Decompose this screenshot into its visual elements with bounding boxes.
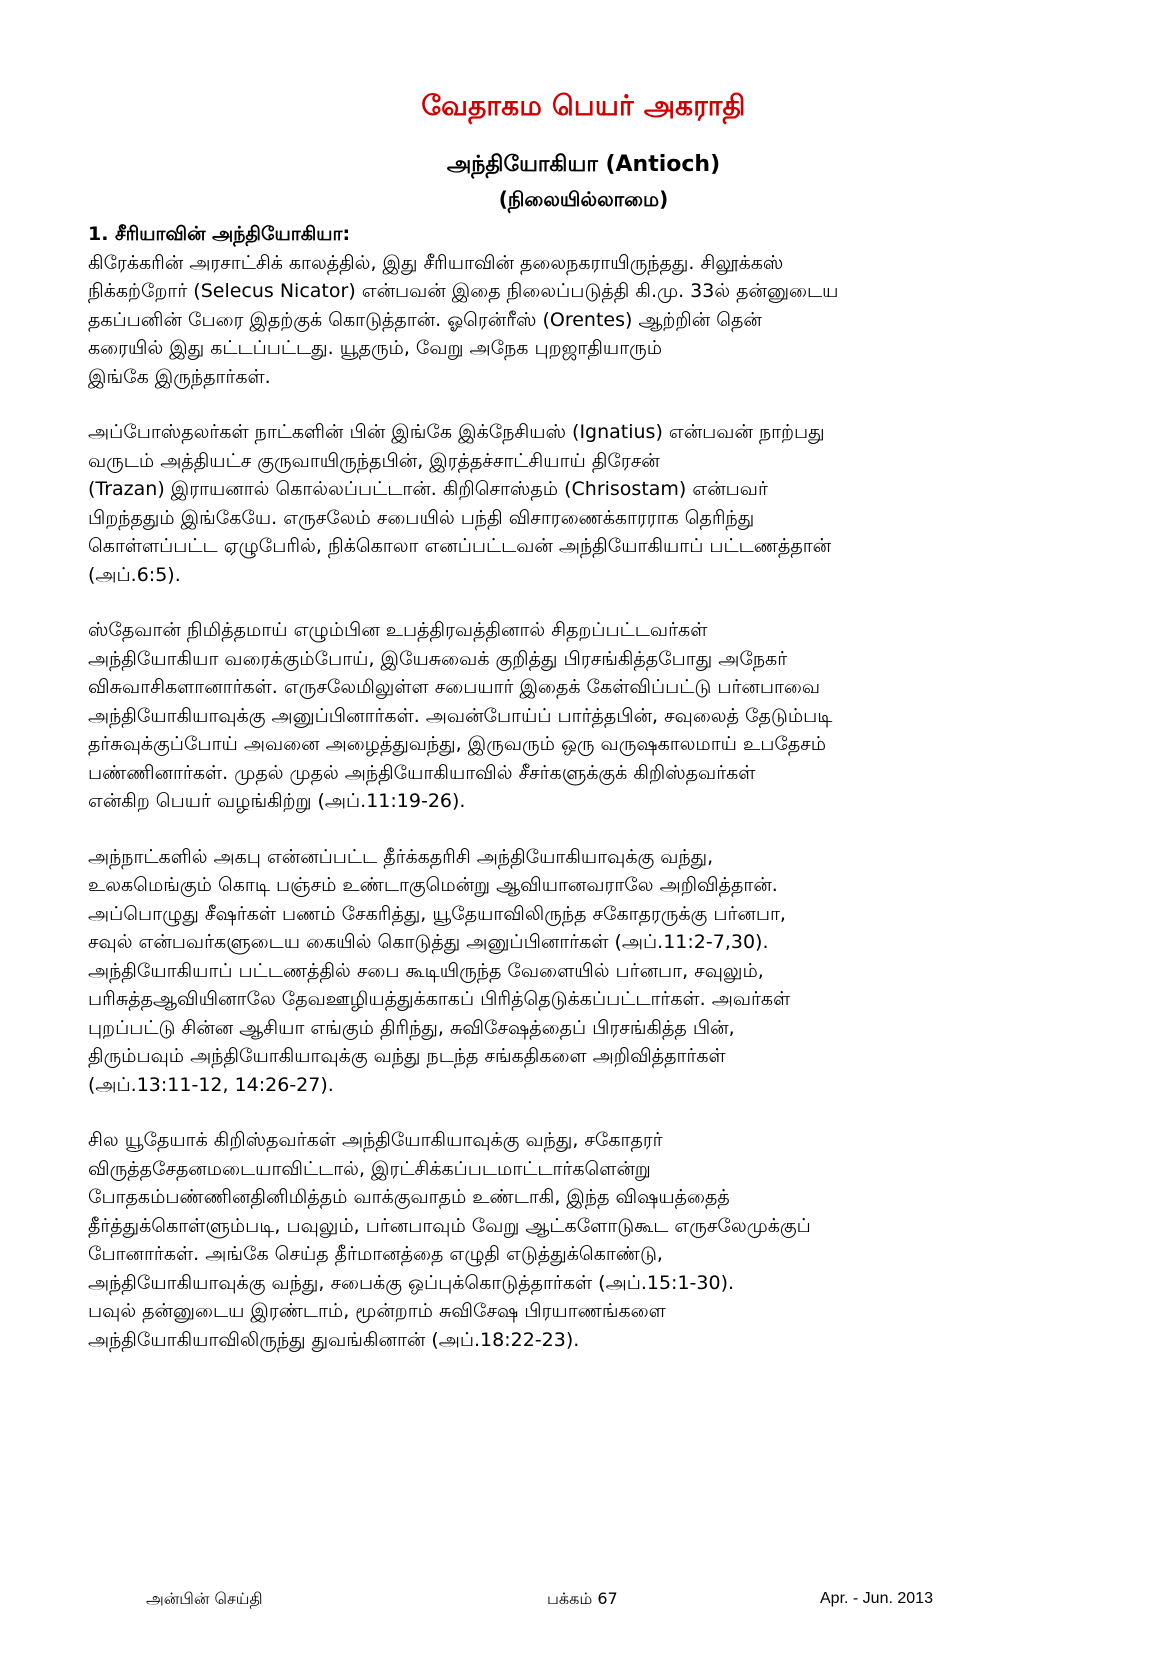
- paragraph-line: அந்தியோகியாப் பட்டணத்தில் சபை கூடியிருந்த வேளையில் பர்னபா, சவுலும்,: [88, 959, 764, 982]
- masthead-title: வேதாகம பெயர் அகராதி: [421, 89, 746, 122]
- paragraph-line: போனார்கள். அங்கே செய்த தீர்மானத்தை எழுதி எடுத்துக்கொண்டு,: [88, 1243, 663, 1265]
- paragraph-line: ஸ்தேவான் நிமித்தமாய் எழும்பின உபத்திரவத்தினால் சிதறப்பட்டவர்கள்: [88, 619, 708, 641]
- paragraph-line: (அப்.6:5).: [88, 563, 181, 586]
- paragraph-line: என்கிற பெயர் வழங்கிற்று (அப்.11:19-26).: [88, 790, 466, 812]
- paragraph-line: கரையில் இது கட்டப்பட்டது. யூதரும், வேறு அநேக புறஜாதியாரும்: [88, 337, 663, 359]
- paragraph-line: பண்ணினார்கள். முதல் முதல் அந்தியோகியாவில் சீசர்களுக்குக் கிறிஸ்தவர்கள்: [88, 761, 756, 784]
- paragraph-line: அந்தியோகியாவுக்கு அனுப்பினார்கள். அவன்போய்ப் பார்த்தபின், சவுலைத் தேடும்படி: [88, 704, 833, 727]
- paragraph-line: அந்நாட்களில் அகபு என்னப்பட்ட தீர்க்கதரிசி அந்தியோகியாவுக்கு வந்து,: [88, 845, 714, 868]
- paragraph-line: சவுல் என்பவர்களுடைய கையில் கொடுத்து அனுப்பினார்கள் (அப்.11:2-7,30).: [88, 931, 769, 953]
- paragraph-line: (அப்.13:11-12, 14:26-27).: [88, 1073, 334, 1096]
- article-body: [88, 220, 1088, 1381]
- footer-issue-date: Apr. - Jun. 2013: [820, 1590, 933, 1607]
- paragraph-line: நிக்கற்றோர் (Selecus Nicator) என்பவன் இதை நிலைப்படுத்தி கி.மு. 33ல் தன்னுடைய: [88, 280, 839, 302]
- paragraph-line: விருத்தசேதனமடையாவிட்டால், இரட்சிக்கப்படமாட்டார்களென்று: [88, 1157, 651, 1180]
- paragraph-4: [88, 843, 1088, 1100]
- paragraph-line: கிரேக்கரின் அரசாட்சிக் காலத்தில், இது சீரியாவின் தலைநகராயிருந்தது. சிலூக்கஸ்: [88, 251, 784, 274]
- paragraph-line: பவுல் தன்னுடைய இரண்டாம், மூன்றாம் சுவிசேஷ பிரயாணங்களை: [88, 1300, 666, 1322]
- paragraph-3: [88, 616, 1088, 816]
- paragraph-line: தீர்த்துக்கொள்ளும்படி, பவுலும், பர்னபாவும் வேறு ஆட்களோடுகூட எருசலேமுக்குப்: [88, 1214, 811, 1237]
- paragraph-line: உலகமெங்கும் கொடி பஞ்சம் உண்டாகுமென்று ஆவியானவராலே அறிவித்தான்.: [88, 874, 778, 896]
- paragraph-line: அப்போஸ்தலர்கள் நாட்களின் பின் இங்கே இக்நேசியஸ் (Ignatius) என்பவன் நாற்பது: [88, 421, 825, 443]
- article-title: அந்தியோகியா (Antioch): [446, 152, 721, 177]
- paragraph-line: வருடம் அத்தியட்ச குருவாயிருந்தபின், இரத்தச்சாட்சியாய் திரேசன்: [88, 449, 660, 472]
- paragraph-line: புறப்பட்டு சின்ன ஆசியா எங்கும் திரிந்து, சுவிசேஷத்தைப் பிரசங்கித்த பின்,: [88, 1016, 735, 1039]
- page-footer: [0, 1587, 1167, 1611]
- paragraph-5: [88, 1126, 1088, 1354]
- paragraph-line: தர்சுவுக்குப்போய் அவனை அழைத்துவந்து, இருவரும் ஒரு வருஷகாலமாய் உபதேசம்: [88, 733, 827, 755]
- paragraph-line: அந்தியோகியாவிலிருந்து துவங்கினான் (அப்.18:22-23).: [88, 1328, 580, 1351]
- paragraph-line: அப்பொழுது சீஷர்கள் பணம் சேகரித்து, யூதேயாவிலிருந்த சகோதரருக்கு பர்னபா,: [88, 902, 786, 925]
- paragraph-line: பரிசுத்தஆவியினாலே தேவஊழியத்துக்காகப் பிரித்தெடுக்கப்பட்டார்கள். அவர்கள்: [88, 988, 791, 1010]
- paragraph-line: விசுவாசிகளானார்கள். எருசலேமிலுள்ள சபையார் இதைக் கேள்விப்பட்டு பர்னபாவை: [88, 676, 821, 698]
- paragraph-line: திரும்பவும் அந்தியோகியாவுக்கு வந்து நடந்த சங்கதிகளை அறிவித்தார்கள்: [88, 1045, 726, 1067]
- paragraph-line: தகப்பனின் பேரை இதற்குக் கொடுத்தான். ஓரென்ரீஸ் (Orentes) ஆற்றின் தென்: [88, 308, 762, 331]
- article-subtitle: (நிலையில்லாமை): [498, 187, 669, 211]
- paragraph-line: அந்தியோகியாவுக்கு வந்து, சபைக்கு ஒப்புக்கொடுத்தார்கள் (அப்.15:1-30).: [88, 1271, 735, 1294]
- paragraph-line: கொள்ளப்பட்ட ஏழுபேரில், நிக்கொலா எனப்பட்டவன் அந்தியோகியாப் பட்டணத்தான்: [88, 535, 832, 557]
- paragraph-line: (Trazan) இராயனால் கொல்லப்பட்டான். கிறிசொஸ்தம் (Chrisostam) என்பவர்: [88, 478, 768, 500]
- paragraph-line: பிறந்ததும் இங்கேயே. எருசலேம் சபையில் பந்தி விசாரணைக்காரராக தெரிந்து: [88, 506, 755, 529]
- paragraph-line: போதகம்பண்ணினதினிமித்தம் வாக்குவாதம் உண்டாகி, இந்த விஷயத்தைத்: [88, 1186, 730, 1208]
- paragraph-line: சில யூதேயாக் கிறிஸ்தவர்கள் அந்தியோகியாவுக்கு வந்து, சகோதரர்: [88, 1129, 663, 1151]
- paragraph-1: [88, 249, 1088, 392]
- paragraph-2: [88, 418, 1088, 589]
- section-heading: 1. சீரியாவின் அந்தியோகியா:: [88, 223, 351, 245]
- footer-page-number: பக்கம் 67: [547, 1589, 618, 1608]
- footer-publication: அன்பின் செய்தி: [146, 1589, 263, 1608]
- paragraph-line: இங்கே இருந்தார்கள்.: [88, 365, 271, 388]
- paragraph-line: அந்தியோகியா வரைக்கும்போய், இயேசுவைக் குறித்து பிரசங்கித்தபோது அநேகர்: [88, 647, 788, 670]
